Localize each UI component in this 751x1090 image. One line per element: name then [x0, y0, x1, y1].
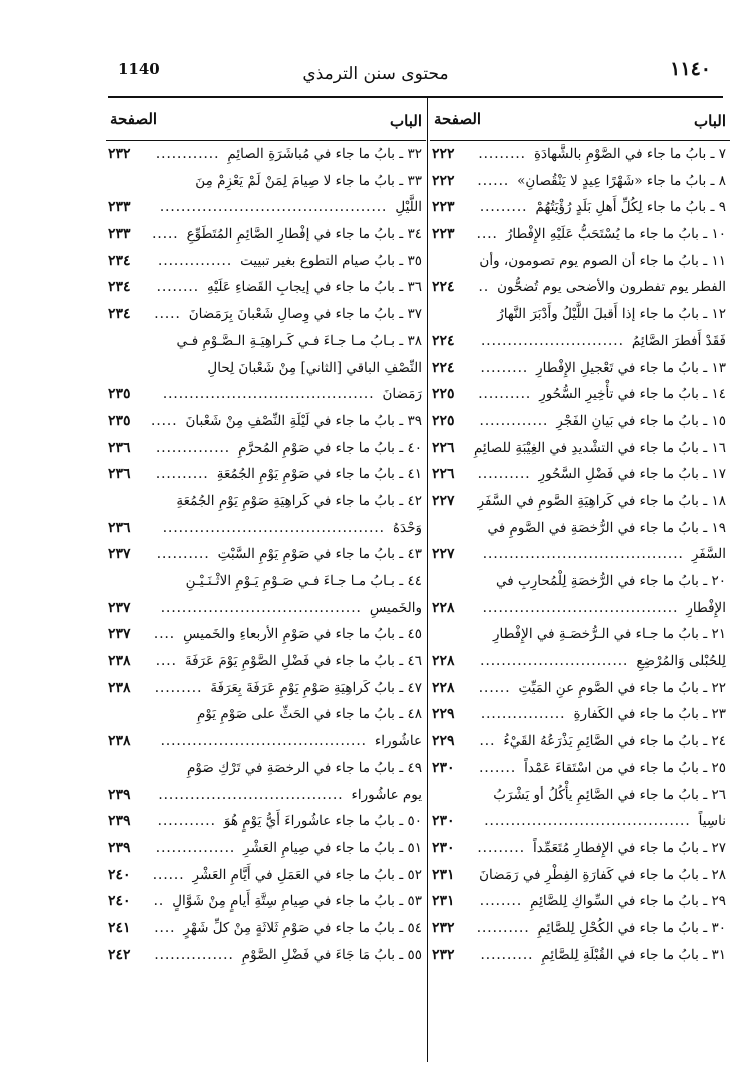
dot-leader: ............. — [479, 412, 549, 429]
toc-entry — [430, 595, 730, 622]
toc-entry-page: ٢٣١ — [432, 866, 455, 883]
toc-entry-page: ٢٢٨ — [432, 679, 455, 696]
toc-entry-title: ٤٨ ـ بابُ ما جاء في الحَثِّ على صَوْمِ يَوْمِ — [196, 706, 422, 723]
dot-leader: ............... — [154, 946, 234, 963]
dot-leader: ........ — [479, 893, 523, 910]
toc-entry-page: ٢٤٠ — [108, 866, 131, 883]
toc-entry-page: ٢٣٧ — [108, 546, 131, 563]
dot-leader: ................ — [480, 706, 566, 723]
toc-entry-title: ٣٣ ـ بابُ ما جاء لا صِيامَ لِمَنْ لَمْ يَعْزِمْ مِنَ — [195, 172, 422, 189]
toc-entry — [106, 301, 426, 328]
toc-entry-page: ٢٣٨ — [108, 653, 131, 670]
toc-entry-title: عاشُوراء — [374, 733, 422, 750]
toc-entry — [430, 755, 730, 782]
toc-entry — [106, 541, 426, 568]
dot-leader: ........................................ — [162, 386, 375, 403]
toc-entry-title: ٢٥ ـ بابُ ما جاء في من اسْتَقاءَ عَمْداً — [524, 759, 726, 776]
toc-entry-page: ٢٣٢ — [108, 146, 131, 162]
toc-entry-page: ٢٣٥ — [108, 386, 131, 403]
column-header-chapter: الباب — [694, 112, 726, 130]
toc-entry-page: ٢٣٦ — [108, 439, 131, 456]
dot-leader: .......... — [478, 386, 532, 403]
toc-entry — [106, 595, 426, 622]
toc-entry — [106, 328, 426, 355]
toc-entry-page: ٢٢٦ — [432, 439, 455, 456]
toc-entry — [106, 515, 426, 542]
toc-entry-title: ١١ ـ بابُ ما جاء أن الصوم يوم تصومون، وأن — [479, 252, 726, 269]
toc-entry-page: ٢٣٠ — [432, 759, 455, 776]
toc-entry — [430, 675, 730, 702]
toc-entry-title: ٤١ ـ بابُ ما جاء في صَوْمِ يَوْمِ الجُمُعَةِ — [216, 466, 422, 483]
toc-entry-title: ٧ ـ بابُ ما جاء في الصَّوْمِ بالشَّهادَةِ — [533, 146, 726, 162]
toc-entry-page: ٢٣٤ — [108, 306, 131, 323]
toc-entry — [430, 515, 730, 542]
toc-entry-title: ٢٧ ـ بابُ ما جاء في الإِفطارِ مُتَعَمِّداً — [532, 839, 726, 856]
toc-entry-title: لِلحُبْلى وَالمُرْضِعِ — [636, 653, 726, 670]
toc-entry-page: ٢٤٢ — [108, 946, 131, 963]
toc-entry — [106, 194, 426, 221]
toc-entry-page: ٢٣٩ — [108, 813, 131, 830]
toc-entry-page: ٢٣١ — [432, 893, 455, 910]
dot-leader: .... — [476, 226, 498, 243]
dot-leader: .......... — [480, 946, 534, 963]
toc-entry-title: ٣٨ ـ بـابُ مـا جـاءَ فـي كَـراهِيَـةِ الـصَّـوْمِ فـي — [176, 332, 422, 349]
toc-entry — [106, 728, 426, 755]
toc-entry — [430, 461, 730, 488]
toc-rows — [430, 141, 730, 968]
toc-entry — [106, 755, 426, 782]
toc-entry-page: ٢٣٨ — [108, 679, 131, 696]
toc-entry-page: ٢٢٨ — [432, 653, 455, 670]
toc-entry-title: ٥٤ ـ بابُ ما جاء في صَوْمِ ثَلاثَةٍ مِنْ كلِّ شَهْرٍ — [183, 919, 422, 936]
toc-entry — [430, 701, 730, 728]
toc-entry-title: ٣٤ ـ بابُ ما جاء في إفْطارِ الصَّائِمِ المُتَطَوِّعِ — [186, 226, 422, 243]
toc-entry-title: رَمَضانَ — [382, 386, 422, 403]
toc-entry-page: ٢٣٧ — [108, 626, 131, 643]
column-header-page: الصفحة — [110, 110, 158, 128]
dot-leader: ...................................... — [160, 599, 362, 616]
toc-entry — [106, 168, 426, 195]
toc-entry — [106, 274, 426, 301]
dot-leader: .......................................... — [162, 519, 385, 536]
toc-entry — [106, 808, 426, 835]
toc-entry-title: ٢٣ ـ بابُ ما جاء في الكَفارةِ — [573, 706, 726, 723]
toc-entry-title: ٤٣ ـ بابُ ما جاء في صَوْمِ يَوْمِ السَّبْتِ — [217, 546, 422, 563]
toc-entry-page: ٢٢٩ — [432, 706, 455, 723]
toc-entry-title: يوم عاشُوراء — [351, 786, 422, 803]
toc-entry-page: ٢٣٠ — [432, 813, 455, 830]
toc-entry-title: ٢٤ ـ بابُ ما جاء في الصَّائِمِ يَذْرَعُهُ القَيْءُ — [503, 733, 726, 750]
toc-entry — [430, 728, 730, 755]
toc-entry-page: ٢٣٥ — [108, 412, 131, 429]
toc-entry — [430, 274, 730, 301]
column-header-page: الصفحة — [434, 110, 482, 128]
toc-entry-title: ٤٤ ـ بـابُ مـا جـاءَ فـي صَـوْمِ يَـوْمِ الاثْـنَـيْـنِ — [185, 573, 422, 589]
toc-entry-title: وَحْدَهُ — [392, 519, 422, 536]
toc-entry-title: ٢٨ ـ بابُ ما جاء في كَفارَةِ الفِطْرِ في رَمَضانَ — [479, 866, 726, 883]
toc-entry-title: ٢٢ ـ بابُ ما جاء في الصَّومِ عنِ المَيِّتِ — [518, 679, 726, 696]
toc-entry — [106, 248, 426, 275]
toc-entry-page: ٢٢٧ — [432, 546, 455, 563]
toc-entry-page: ٢٢٥ — [432, 386, 455, 403]
column-header-chapter: الباب — [390, 112, 422, 130]
toc-entry-page: ٢٤٠ — [108, 893, 131, 910]
page-number-latin: 1140 — [118, 60, 160, 78]
dot-leader: .............. — [155, 439, 231, 456]
toc-entry — [430, 355, 730, 382]
column-header — [430, 100, 730, 141]
dot-leader: ... — [479, 733, 496, 750]
toc-entry-title: ٣٩ ـ بابُ ما جاء في لَيْلَةِ النِّصْفِ مِنْ شَعْبانَ — [185, 412, 422, 429]
toc-entry — [106, 381, 426, 408]
toc-entry — [106, 701, 426, 728]
toc-entry — [430, 168, 730, 195]
toc-entry-page: ٢٢٣ — [432, 226, 455, 243]
toc-entry-title: ٩ ـ بابُ ما جاء لِكُلِّ أَهلِ بَلَدٍ رُؤْيَتُهُمْ — [535, 199, 726, 216]
toc-entry-title: ٣٠ ـ بابُ ما جاء في الكُحْلِ لِلصَّائِمِ — [537, 919, 726, 936]
dot-leader: ......... — [154, 679, 203, 696]
toc-entry — [430, 435, 730, 462]
toc-entry — [106, 782, 426, 809]
toc-entry — [430, 621, 730, 648]
dot-leader: ........... — [157, 813, 216, 830]
dot-leader: .......... — [156, 546, 210, 563]
toc-entry — [106, 862, 426, 889]
toc-entry — [430, 221, 730, 248]
dot-leader: .............. — [158, 252, 233, 269]
toc-entry-title: ٥٠ ـ بابُ ما جاء عاشُوراءَ أَيُّ يَوْمٍ هُوَ — [223, 813, 422, 830]
toc-entry-page: ٢٢٩ — [432, 733, 455, 750]
dot-leader: ..................................... — [482, 599, 679, 616]
toc-entry — [430, 808, 730, 835]
dot-leader: .......... — [477, 466, 531, 483]
toc-entry — [106, 888, 426, 915]
toc-rows — [106, 141, 426, 968]
toc-entry-page: ٢٣٦ — [108, 466, 131, 483]
dot-leader: ....................................... — [160, 733, 367, 750]
dot-leader: ...... — [152, 866, 185, 883]
toc-entry — [106, 648, 426, 675]
toc-entry-title: ١٢ ـ بابُ ما جاء إذا أَقبلَ اللَّيْلُ وأَدْبَرَ النَّهارُ — [497, 306, 726, 323]
toc-entry-page: ٢٣٤ — [108, 279, 131, 296]
column-divider — [427, 97, 428, 1062]
toc-entry-page: ٢٢٥ — [432, 412, 455, 429]
toc-entry-title: ٤٠ ـ بابُ ما جاء في صَوْمِ المُحرَّمِ — [238, 439, 422, 456]
dot-leader: ............................ — [480, 653, 629, 670]
toc-entry-page: ٢٢٤ — [432, 359, 455, 376]
toc-entry-title: ٣٢ ـ بابُ ما جاء في مُباشَرَةِ الصائِمِ — [227, 146, 422, 162]
dot-leader: ........................................... — [159, 199, 388, 216]
toc-entry — [106, 141, 426, 168]
toc-entry-title: ٢٦ ـ بابُ ما جاء في الصَّائِمِ يأْكُلُ أو يَشْرَبُ — [493, 786, 726, 803]
toc-entry-title: ٥١ ـ بابُ ما جاء في صِيامِ العَشْرِ — [243, 839, 422, 856]
header-rule — [108, 96, 723, 98]
toc-entry — [106, 568, 426, 595]
toc-entry-title: ٤٥ ـ بابُ ما جاء في صَوْمِ الأربعاءِ والخَميسِ — [183, 626, 422, 643]
toc-entry-title: ٣٦ ـ بابُ ما جاء في إيجابِ القَضاءِ عَلَيْهِ — [207, 279, 422, 296]
dot-leader: ............ — [155, 146, 220, 162]
toc-entry-title: والخَميسِ — [369, 599, 422, 616]
toc-entry-title: ٨ ـ بابُ ما جاء «شَهْرًا عِيدٍ لا يَنْقُصانِ» — [517, 172, 726, 189]
dot-leader: ..... — [152, 226, 179, 243]
toc-entry-title: ٤٧ ـ بابُ كَراهِيَةِ صَوْمِ يَوْمِ عَرَفَةَ بِعَرَفَةَ — [210, 679, 422, 696]
toc-entry-page: ٢٣٢ — [432, 919, 455, 936]
toc-entry-title: ٣٧ ـ بابُ ما جاء في وِصالِ شَعْبانَ بِرَمَضانَ — [188, 306, 422, 323]
toc-entry-title: ٤٦ ـ بابُ ما جاء في فَضْلِ الصَّوْمِ يَوْمَ عَرَفَةَ — [184, 653, 422, 670]
toc-entry — [430, 862, 730, 889]
toc-entry — [430, 915, 730, 942]
toc-entry — [430, 248, 730, 275]
dot-leader: .......... — [476, 919, 530, 936]
toc-entry-page: ٢٤١ — [108, 919, 131, 936]
toc-entry — [106, 835, 426, 862]
dot-leader: ......... — [478, 146, 526, 162]
dot-leader: ...................................... — [482, 546, 684, 563]
toc-entry-title: ١٣ ـ بابُ ما جاء في تَعْجيلِ الإِفْطارِ — [536, 359, 726, 376]
toc-entry — [430, 888, 730, 915]
toc-entry — [106, 621, 426, 648]
toc-entry — [106, 942, 426, 969]
dot-leader: ...... — [478, 679, 511, 696]
toc-entry-page: ٢٣٨ — [108, 733, 131, 750]
toc-entry-page: ٢٢٤ — [432, 332, 455, 349]
page-header — [0, 56, 751, 96]
dot-leader: ............... — [155, 839, 236, 856]
toc-entry-title: ٣٥ ـ بابُ صيام التطوع بغير تبييت — [240, 252, 422, 269]
toc-entry-title: ناسِياً — [698, 813, 726, 830]
dot-leader: .. — [153, 893, 165, 910]
toc-entry-page: ٢٢٦ — [432, 466, 455, 483]
toc-column-left — [106, 100, 426, 968]
dot-leader: ................................... — [158, 786, 344, 803]
toc-entry-page: ٢٢٢ — [432, 146, 455, 162]
toc-entry — [430, 782, 730, 809]
dot-leader: ....................................... — [484, 813, 691, 830]
toc-entry — [430, 835, 730, 862]
toc-entry-page: ٢٢٤ — [432, 279, 455, 296]
toc-entry — [106, 461, 426, 488]
toc-entry-page: ٢٢٣ — [432, 199, 455, 216]
dot-leader: .... — [155, 653, 177, 670]
toc-entry-title: ٥٣ ـ بابُ ما جاء في صِيامِ سِتَّةِ أَيامٍ مِنْ شَوَّالٍ — [172, 893, 422, 910]
dot-leader: ......... — [480, 359, 529, 376]
toc-entry-page: ٢٣٧ — [108, 599, 131, 616]
toc-entry — [106, 408, 426, 435]
toc-entry — [106, 355, 426, 382]
toc-entry-title: السَّفَرِ — [691, 546, 726, 563]
toc-entry-title: ١٧ ـ بابُ ما جاء في فَضْلِ السَّحُورِ — [538, 466, 726, 483]
toc-entry-page: ٢٢٨ — [432, 599, 455, 616]
toc-entry — [430, 381, 730, 408]
toc-entry — [106, 915, 426, 942]
toc-entry-title: ٢١ ـ بابُ ما جـاء في الـرُّخصَـةِ في الإِفْطارِ — [492, 626, 726, 643]
toc-entry — [430, 194, 730, 221]
toc-entry-title: الإِفْطارِ — [686, 599, 726, 616]
dot-leader: .. — [478, 279, 490, 296]
toc-entry — [430, 568, 730, 595]
toc-entry-title: النِّصْفِ الباقي [الثاني] مِنْ شَعْبانَ لِحالِ — [207, 359, 422, 376]
dot-leader: ........................... — [481, 332, 624, 349]
toc-entry-title: ٥٥ ـ بابُ مَا جَاءَ في فَضْلِ الصَّوْمِ — [241, 946, 422, 963]
toc-entry-page: ٢٣٩ — [108, 839, 131, 856]
toc-column-right — [430, 100, 730, 968]
toc-entry-title: ٢٠ ـ بابُ ما جاء في الرُّخصَةِ لِلْمُحارِبِ في — [496, 573, 726, 589]
dot-leader: .... — [154, 919, 176, 936]
toc-entry-page: ٢٣٩ — [108, 786, 131, 803]
dot-leader: ..... — [154, 306, 181, 323]
toc-entry — [106, 488, 426, 515]
toc-entry-title: ١٩ ـ بابُ ما جاء في الرُّخصَةِ في الصَّومِ في — [487, 519, 726, 536]
toc-entry-title: ٣١ ـ بابُ ما جاء في القُبْلَةِ لِلصَّائِمِ — [541, 946, 726, 963]
toc-entry-page: ٢٣٤ — [108, 252, 131, 269]
toc-entry — [430, 648, 730, 675]
toc-entry-title: ٢٩ ـ بابُ ما جاء في السِّواكِ لِلصَّائِمِ — [530, 893, 726, 910]
toc-entry-page: ٢٢٧ — [432, 492, 455, 509]
running-title: محتوى سنن الترمذي — [302, 64, 449, 84]
dot-leader: .......... — [155, 466, 209, 483]
toc-entry-title: ٤٢ ـ بابُ ما جاء في كَراهِيَةِ صَوْمِ يَوْمِ الجُمُعَةِ — [176, 492, 422, 509]
toc-entry-title: ١٨ ـ بابُ ما جاء في كَراهِيَةِ الصَّومِ في السَّفَرِ — [477, 492, 726, 509]
toc-entry — [430, 301, 730, 328]
toc-entry-page: ٢٢٢ — [432, 172, 455, 189]
toc-entry-title: ٤٩ ـ بابُ ما جاء في الرخصَةِ في تَرْكِ صَوْمِ — [187, 759, 422, 776]
toc-entry — [430, 408, 730, 435]
toc-entry-page: ٢٣٠ — [432, 839, 455, 856]
toc-entry-title: الفطر يوم تفطرون والأضحى يوم تُضحُّون — [497, 279, 726, 296]
dot-leader: ..... — [151, 412, 178, 429]
toc-entry — [430, 141, 730, 168]
toc-entry-page: ٢٣٣ — [108, 226, 131, 243]
toc-entry-title: ١٠ ـ بابُ ما جاء ما يُسْتَحَبُّ عَلَيْهِ الإِفْطارُ — [505, 226, 726, 243]
dot-leader: .... — [153, 626, 176, 643]
dot-leader: ...... — [477, 172, 510, 189]
page-number-arabic: ١١٤٠ — [670, 58, 711, 80]
toc-entry — [106, 221, 426, 248]
toc-entry — [430, 328, 730, 355]
toc-entry-page: ٢٣٣ — [108, 199, 131, 216]
toc-entry-page: ٢٣٢ — [432, 946, 455, 963]
column-header — [106, 100, 426, 141]
toc-entry-title: ٥٢ ـ بابُ ما جاء في العَمَلِ في أَيَّامِ العَشْرِ — [192, 866, 422, 883]
dot-leader: ......... — [479, 199, 528, 216]
dot-leader: ....... — [479, 759, 517, 776]
toc-entry-title: فَقَدْ أَفطرَ الصَّائِمُ — [631, 332, 726, 349]
toc-entry — [430, 541, 730, 568]
toc-entry-title: ١٥ ـ بابُ ما جاء في بَيانِ الفَجْرِ — [556, 412, 726, 429]
dot-leader: ......... — [477, 839, 525, 856]
toc-entry-page: ٢٣٦ — [108, 519, 131, 536]
dot-leader: ........ — [156, 279, 200, 296]
toc-entry — [430, 488, 730, 515]
toc-entry-title: اللَّيْلِ — [395, 199, 422, 216]
toc-entry — [106, 675, 426, 702]
toc-entry-title: ١٦ ـ بابُ ما جاء في التشْديدِ في الغِيْبَةِ للصائِمِ — [473, 439, 726, 456]
toc-entry — [430, 942, 730, 969]
toc-entry — [106, 435, 426, 462]
toc-entry-title: ١٤ ـ بابُ ما جاء في تأْخِيرِ السُّحُورِ — [539, 386, 726, 403]
